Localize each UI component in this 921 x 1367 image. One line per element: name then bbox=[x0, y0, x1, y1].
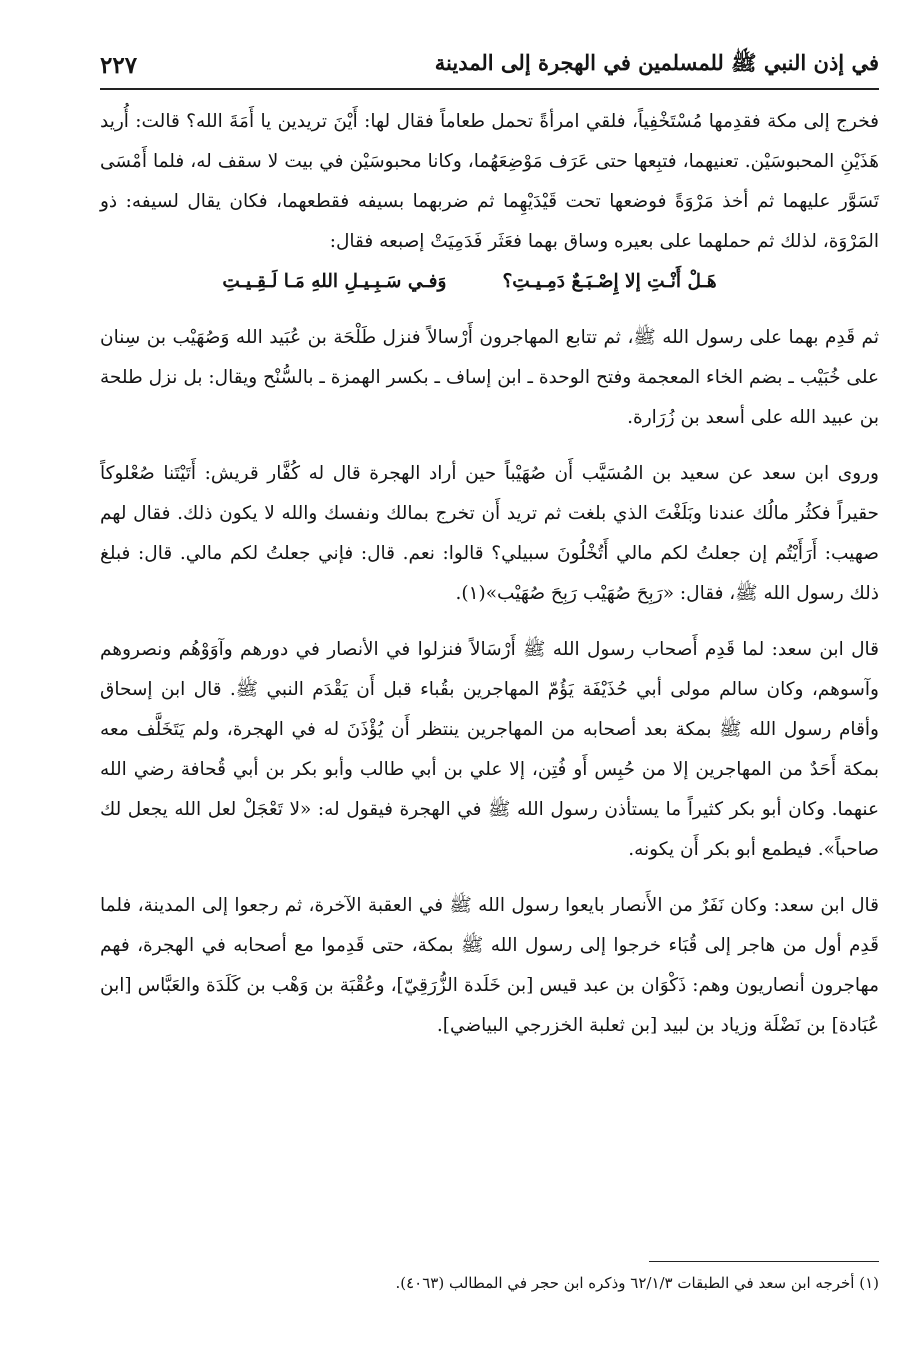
poetry-verse bbox=[100, 262, 879, 302]
paragraph: قال ابن سعد: وكان نَفَرٌ من الأَنصار بايعوا رسول الله ﷺ في العقبة الآخرة، ثم رجعوا إلى المدينة، فلما قَدِم أول من هاجر إلى قُبَاء خرجوا إلى رسول الله ﷺ بمكة، حتى قَدِموا مع أصحابه في الهجرة، فهم مهاجرون أنصاريون وهم: ذَكْوَان بن عبد قيس [بن خَلَدة الزُّرَقِيّ]، وعُقْبَة بن وَهْب بن كَلَدَة والعَبَّاس [ابن عُبَادة] بن نَضْلَة وزياد بن لبيد [بن ثعلبة الخزرجي البياضي]. bbox=[100, 895, 879, 1036]
footnote: (١) أخرجه ابن سعد في الطبقات ٦٢/١/٣ وذكره ابن حجر في المطالب (٤٠٦٣). bbox=[395, 1274, 879, 1292]
paragraph: ثم قَدِم بهما على رسول الله ﷺ، ثم تتابع المهاجرون أَرْسالاً فنزل طَلْحَة بن عُبَيد الله وَصُهَيْب بن سِنان على خُبَيْب ـ بضم الخاء المعجمة وفتح الوحدة ـ ابن إساف ـ بكسر الهمزة ـ بالسُّنْح ويقال: بل نزل طلحة بن عبيد الله على أسعد بن زُرَارة. bbox=[100, 327, 879, 428]
footnote-rule bbox=[649, 1261, 879, 1262]
main-text bbox=[100, 102, 879, 1046]
running-title: في إذن النبي ﷺ للمسلمين في الهجرة إلى المدينة bbox=[434, 49, 879, 75]
running-header bbox=[100, 42, 879, 88]
verse-hemistich-2: وَفـي سَـبِـيـلِ اللهِ مَـا لَـقِـيـتِ bbox=[222, 271, 447, 292]
page-number: ٢٢٧ bbox=[100, 51, 138, 79]
paragraph: وروى ابن سعد عن سعيد بن المُسَيَّب أَن صُهَيْباً حين أراد الهجرة قال له كُفَّار قريش: أَتَيْتَنا صُعْلوكاً حقيراً فكثُر مالُك عندنا وبَلَغْتَ الذي بلغت ثم تريد أَن تخرج بمالك ونفسك والله لا يكون ذلك. فقال لهم صهيب: أَرَأَيْتُم إن جعلتُ لكم مالي أَتُخْلُونَ سبيلي؟ قالوا: نعم. قال: فإني جعلتُ لكم مالي. قال: فبلغ ذلك رسول الله ﷺ، فقال: «رَبِحَ صُهَيْب رَبِحَ صُهَيْب»(١). bbox=[100, 463, 879, 604]
paragraph: فخرج إلى مكة فقدِمها مُسْتَخْفِياً، فلقي امرأةً تحمل طعاماً فقال لها: أَيْنَ تريدين يا أَمَةَ الله؟ قالت: أُريد هَذَيْنِ المحبوسَيْن. تعنيهما، فتبِعها حتى عَرَف مَوْضِعَهُما، وكانا محبوسَيْن في بيت لا سقف له، فلما أَمْسَى تَسَوَّر عليهما ثم أخذ مَرْوَةً فوضعها تحت قَيْدَيْهِما ثم ضربهما بسيفه فقطعهما، فكان يقال لسيفه: ذو المَرْوَة، لذلك ثم حملهما على بعيره وساق بهما فعَثَر فَدَمِيَتْ إصبعه فقال: bbox=[100, 111, 879, 252]
verse-hemistich-1: هَـلْ أَنْـتِ إلا إِصْـبَـعٌ دَمِـيـتِ؟ bbox=[502, 271, 717, 292]
header-rule bbox=[100, 88, 879, 90]
paragraph: قال ابن سعد: لما قَدِم أَصحاب رسول الله ﷺ أَرْسَالاً فنزلوا في الأنصار في دورهم وآوَوْهُم ونصروهم وآسوهم، وكان سالم مولى أبي حُذَيْفَة يَؤُمّ المهاجرين بقُباء قبل أَن يَقْدَم النبي ﷺ. قال ابن إسحاق وأقام رسول الله ﷺ بمكة بعد أصحابه من المهاجرين ينتظر أَن يُؤْذَنَ له في الهجرة، ولم يَتَخَلَّف معه بمكة أَحَدٌ من المهاجرين إلا من حُبِس أَو فُتِن، إلا علي بن أبي طالب وأبو بكر بن أبي قُحافة رضي الله عنهما. وكان أبو بكر كثيراً ما يستأذن رسول الله ﷺ في الهجرة فيقول له: «لا تَعْجَلْ لعل الله يجعل لك صاحباً». فيطمع أبو بكر أَن يكونه. bbox=[100, 639, 879, 860]
